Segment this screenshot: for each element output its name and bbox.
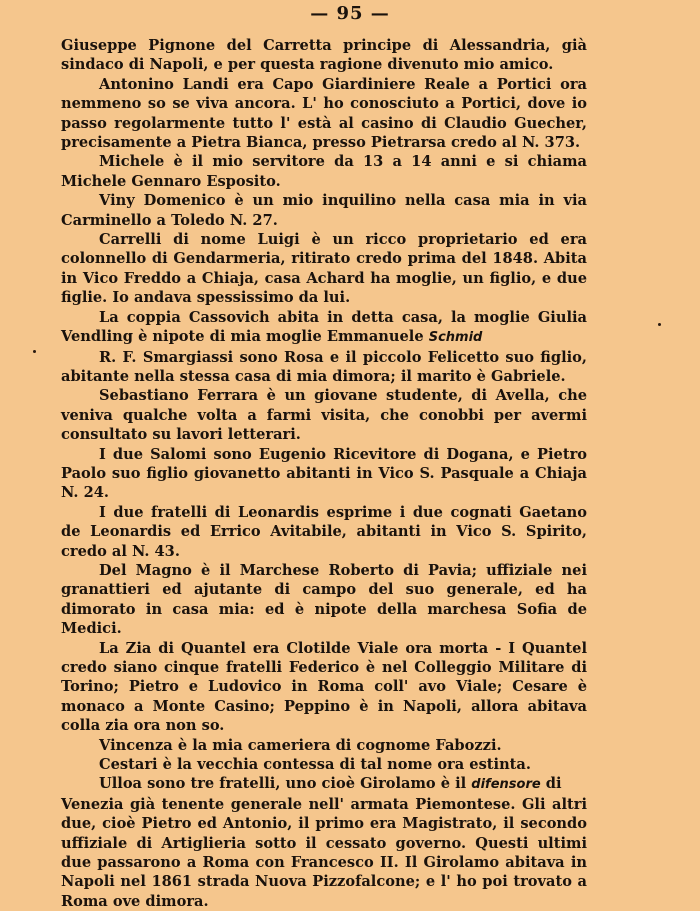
paragraph-michele: Michele è il mio servitore da 13 a 14 anni e si chiama Michele Gennaro Esposito. xyxy=(61,153,587,190)
paragraph-salomi: I due Salomi sono Eugenio Ricevitore di Dogana, e Pietro Paolo suo figlio giovanetto abitanti in Vico S. Pasquale a Chiaja N. 24. xyxy=(61,445,587,502)
handwritten-schmid: Schmid xyxy=(428,330,483,346)
paragraph-viny: Viny Domenico è un mio inquilino nella casa mia in via Carminello a Toledo N. 27. xyxy=(61,192,587,229)
paragraph-carrelli: Carrelli di nome Luigi è un ricco proprietario ed era colonnello di Gendarmeria, ritirato credo prima del 1848. Abita in Vico Freddo a Chiaja, casa Achard ha moglie, un figlio, e due figlie. Io andava spessissimo da lui. xyxy=(61,231,587,307)
paragraph-vincenza: Vincenza è la mia cameriera di cognome Fabozzi. xyxy=(99,736,502,754)
paragraph-ulloa-continued: Venezia già tenente generale nell' armata Piemontese. Gli altri due, cioè Pietro ed Antonio, il primo era Magistrato, il secondo uffiziale di Artiglieria sotto il cessato governo. Questi ultimi due passarono a Roma con Francesco II. Il Girolamo abitava in Napoli nel 1861 strada Nuova Pizzofalcone; e l' ho poi trovato a Roma ove dimora. xyxy=(61,795,587,910)
paragraph-ulloa xyxy=(61,774,587,794)
page-number: — 95 — xyxy=(310,3,390,24)
paragraph-ferrara: Sebastiano Ferrara è un giovane studente, di Avella, che veniva qualche volta a farmi visita, che conobbi per avermi consultato su lavori letterari. xyxy=(61,387,587,444)
paragraph-cassovich xyxy=(61,308,587,348)
ink-speck xyxy=(658,323,661,326)
ink-speck xyxy=(33,350,36,353)
paragraph-ulloa-tail: di xyxy=(540,775,562,793)
handwritten-difensore: difensore xyxy=(471,777,541,793)
paragraph-pignone: Giuseppe Pignone del Carretta principe di Alessandria, già sindaco di Napoli, e per questa ragione divenuto mio amico. xyxy=(61,37,587,74)
paragraph-smargiassi: R. F. Smargiassi sono Rosa e il piccolo Felicetto suo figlio, abitante nella stessa casa di mia dimora; il marito è Gabriele. xyxy=(61,348,587,385)
paragraph-cestari: Cestari è la vecchia contessa di tal nome ora estinta. xyxy=(99,756,531,774)
paragraph-cassovich-text: La coppia Cassovich abita in detta casa, la moglie Giulia Vendling è nipote di mia moglie Emmanuele xyxy=(61,308,587,346)
paragraph-leonardis: I due fratelli di Leonardis esprime i due cognati Gaetano de Leonardis ed Errico Avitabile, abitanti in Vico S. Spirito, credo al N. 43. xyxy=(61,503,587,560)
paragraph-quantel: La Zia di Quantel era Clotilde Viale ora morta - I Quantel credo siano cinque fratelli Federico è nel Colleggio Militare di Torino; Pietro e Ludovico in Roma coll' avo Viale; Cesare è monaco a Monte Casino; Peppino è in Napoli, allora abitava colla zia ora non so. xyxy=(61,639,587,735)
paragraph-del-magno: Del Magno è il Marchese Roberto di Pavia; uffiziale nei granattieri ed ajutante di campo del suo generale, ed ha dimorato in casa mia: ed è nipote della marchesa Sofia de Medici. xyxy=(61,561,587,638)
paragraph-ulloa-text: Ulloa sono tre fratelli, uno cioè Girolamo è il xyxy=(99,775,467,793)
paragraph-landi: Antonino Landi era Capo Giardiniere Reale a Portici ora nemmeno so se viva ancora. L' ho conosciuto a Portici, dove io passo regolarmente tutto l' està al casino di Claudio Guecher, precisamente a Pietra Bianca, presso Pietrarsa credo al N. 373. xyxy=(61,75,587,152)
document-body xyxy=(61,36,587,911)
